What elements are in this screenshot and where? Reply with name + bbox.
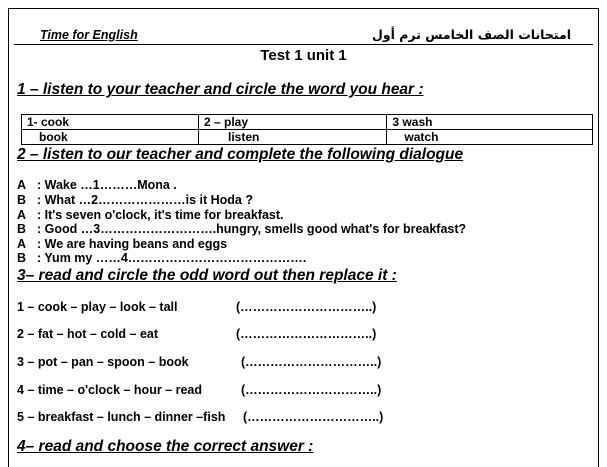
word-cell-3: [387, 115, 593, 130]
speaker-label: A: [17, 178, 27, 192]
dialogue-line: [17, 178, 177, 192]
odd-word-item: 2 – fat – hot – cold – eat: [17, 327, 159, 341]
header-right: امتحانات الصف الخامس ترم أول: [372, 27, 571, 42]
word-cell-4: [22, 130, 199, 145]
dialogue-text: : Yum my ……4…………………………………….: [37, 251, 307, 265]
answer-blank: (…………………………..): [243, 410, 384, 424]
dialogue-line: [17, 237, 227, 251]
word-option: watch: [404, 130, 439, 144]
word-option: book: [39, 130, 68, 144]
speaker-label: B: [17, 222, 27, 236]
test-title: Test 1 unit 1: [260, 47, 347, 64]
word-option: listen: [228, 130, 260, 144]
speaker-label: B: [17, 193, 27, 207]
dialogue-text: : What …2…………………is it Hoda ?: [37, 193, 253, 207]
answer-blank: (…………………………..): [236, 327, 377, 341]
answer-blank: (…………………………..): [241, 383, 382, 397]
word-cell-5: [199, 130, 387, 145]
question-1-heading: 1 – listen to your teacher and circle the word you hear :: [17, 81, 424, 98]
answer-blank: (…………………………..): [236, 300, 377, 314]
header-left: Time for English: [40, 28, 138, 42]
odd-word-item: 4 – time – o'clock – hour – read: [17, 383, 202, 397]
dialogue-line: [17, 193, 253, 207]
dialogue-text: : We are having beans and eggs: [37, 237, 228, 251]
speaker-label: B: [17, 251, 27, 265]
answer-blank: (…………………………..): [241, 355, 382, 369]
dialogue-text: : It's seven o'clock, it's time for breakfast.: [37, 208, 284, 222]
dialogue-text: : Good …3……………………….hungry, smells good what's for breakfast?: [37, 222, 467, 236]
word-table: [21, 114, 593, 145]
odd-word-item: 3 – pot – pan – spoon – book: [17, 355, 189, 369]
word-option: 1- cook: [27, 115, 70, 129]
speaker-label: A: [17, 208, 27, 222]
question-4-heading: 4– read and choose the correct answer :: [17, 438, 314, 455]
odd-word-item: 1 – cook – play – look – tall: [17, 300, 178, 314]
word-cell-1: [22, 115, 199, 130]
word-cell-2: [199, 115, 387, 130]
word-option: 3 wash: [392, 115, 433, 129]
word-cell-6: [387, 130, 593, 145]
header-divider: [14, 44, 593, 45]
odd-word-item: 5 – breakfast – lunch – dinner –fish: [17, 410, 226, 424]
dialogue-line: [17, 222, 466, 236]
dialogue-line: [17, 251, 306, 265]
dialogue-text: : Wake …1………Mona .: [37, 178, 177, 192]
word-option: 2 – play: [204, 115, 249, 129]
question-2-heading: 2 – listen to our teacher and complete the following dialogue: [17, 146, 464, 163]
speaker-label: A: [17, 237, 27, 251]
question-3-heading: 3– read and circle the odd word out then replace it :: [17, 267, 397, 284]
dialogue-line: [17, 208, 284, 222]
